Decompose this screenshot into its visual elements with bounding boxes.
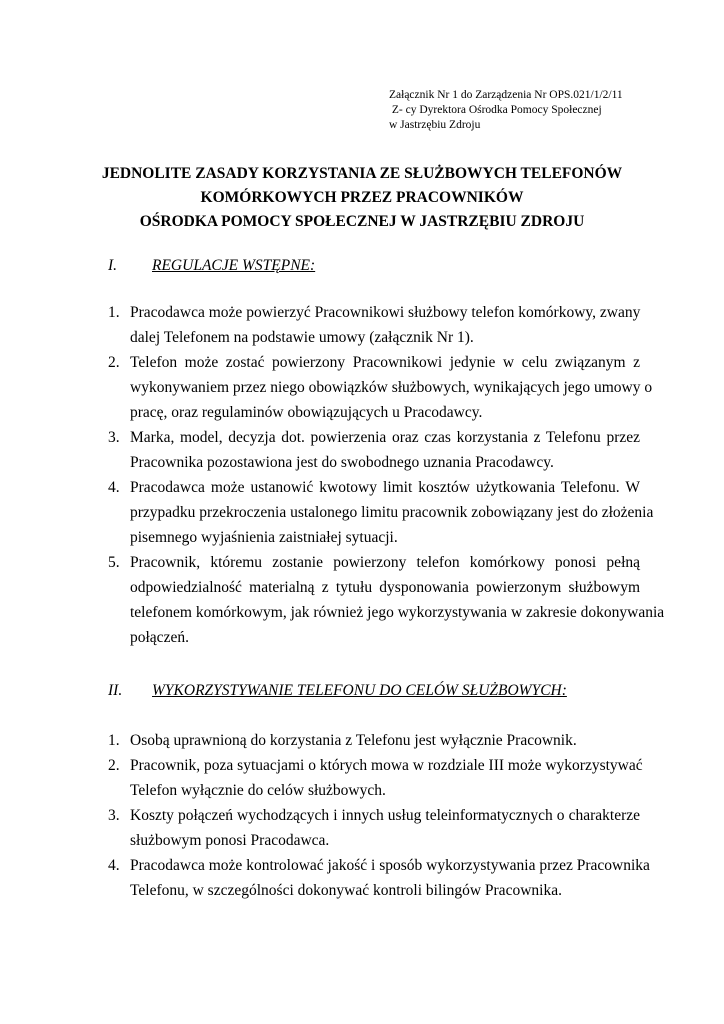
list-item-number: 2.	[108, 757, 120, 774]
list-item-line: odpowiedzialność materialną z tytułu dysponowania powierzonym służbowym	[130, 579, 640, 596]
list-item-number: 2.	[108, 354, 120, 371]
list-item-number: 4.	[108, 479, 120, 496]
list-item	[108, 803, 640, 853]
list-item	[108, 425, 640, 475]
list-item-number: 5.	[108, 554, 120, 571]
list-item-number: 1.	[108, 732, 120, 749]
list-item-number: 3.	[108, 807, 120, 824]
list-item-line: Koszty połączeń wychodzących i innych usług teleinformatycznych o charakterze	[130, 807, 640, 824]
section-2-list	[108, 728, 650, 903]
list-item-line: Telefonu, w szczególności dokonywać kontroli bilingów Pracownika.	[130, 882, 562, 899]
list-item-line: telefonem komórkowym, jak również jego wykorzystywania w zakresie dokonywania	[130, 604, 665, 621]
title-line-2: KOMÓRKOWYCH PRZEZ PRACOWNIKÓW	[200, 189, 524, 206]
list-item-line: pracę, oraz regulaminów obowiązujących u Pracodawcy.	[130, 404, 483, 421]
list-item-line: Marka, model, decyzja dot. powierzenia oraz czas korzystania z Telefonu przez	[130, 429, 640, 446]
list-item-line: Telefon wyłącznie do celów służbowych.	[130, 782, 386, 799]
list-item-line: pisemnego wyjaśnienia zaistniałej sytuacji.	[130, 529, 398, 546]
list-item-line: Pracodawca może ustanowić kwotowy limit kosztów użytkowania Telefonu. W	[130, 479, 640, 496]
list-item-line: służbowym ponosi Pracodawca.	[130, 832, 330, 849]
list-item	[108, 300, 640, 350]
section-2-number: II.	[108, 682, 123, 699]
list-item-line: połączeń.	[130, 629, 189, 646]
section-1-number: I.	[108, 257, 118, 274]
list-item	[108, 350, 653, 425]
section-2-title: WYKORZYSTYWANIE TELEFONU DO CELÓW SŁUŻBOWYCH:	[152, 682, 567, 699]
list-item	[108, 550, 665, 650]
annex-note	[389, 88, 623, 133]
list-item-line: dalej Telefonem na podstawie umowy (załącznik Nr 1).	[130, 329, 474, 346]
list-item-line: wykonywaniem przez niego obowiązków służbowych, wynikających jego umowy o	[130, 379, 653, 396]
list-item-line: Pracodawca może powierzyć Pracownikowi służbowy telefon komórkowy, zwany	[130, 304, 641, 321]
list-item-line: Pracodawca może kontrolować jakość i sposób wykorzystywania przez Pracownika	[130, 857, 650, 874]
list-item-line: Pracownik, któremu zostanie powierzony telefon komórkowy ponosi pełną	[130, 554, 640, 571]
section-1-title: REGULACJE WSTĘPNE:	[152, 257, 316, 274]
list-item	[108, 475, 654, 550]
document-title	[0, 162, 724, 234]
list-item-line: Pracownik, poza sytuacjami o których mowa w rozdziale III może wykorzystywać	[130, 757, 643, 774]
list-item-line: Osobą uprawnioną do korzystania z Telefonu jest wyłącznie Pracownik.	[130, 732, 577, 749]
list-item	[108, 753, 643, 803]
annex-line-3: w Jastrzębiu Zdroju	[389, 119, 481, 131]
list-item	[108, 728, 640, 753]
list-item-line: przypadku przekroczenia ustalonego limitu pracownik zobowiązany jest do złożenia	[130, 504, 654, 521]
section-2-heading	[108, 681, 567, 701]
list-item-number: 1.	[108, 304, 120, 321]
title-line-3: OŚRODKA POMOCY SPOŁECZNEJ W JASTRZĘBIU ZDROJU	[139, 213, 585, 230]
annex-line-1: Załącznik Nr 1 do Zarządzenia Nr OPS.021/1/2/11	[389, 89, 623, 101]
section-1-heading	[108, 256, 315, 276]
list-item-line: Telefon może zostać powierzony Pracownikowi jedynie w celu związanym z	[130, 354, 640, 371]
list-item	[108, 853, 650, 903]
list-item-line: Pracownika pozostawiona jest do swobodnego uznania Pracodawcy.	[130, 454, 554, 471]
list-item-number: 3.	[108, 429, 120, 446]
annex-line-2: Z- cy Dyrektora Ośrodka Pomocy Społecznej	[389, 104, 602, 116]
section-1-list	[108, 300, 665, 650]
title-line-1: JEDNOLITE ZASADY KORZYSTANIA ZE SŁUŻBOWYCH TELEFONÓW	[101, 165, 623, 182]
list-item-number: 4.	[108, 857, 120, 874]
